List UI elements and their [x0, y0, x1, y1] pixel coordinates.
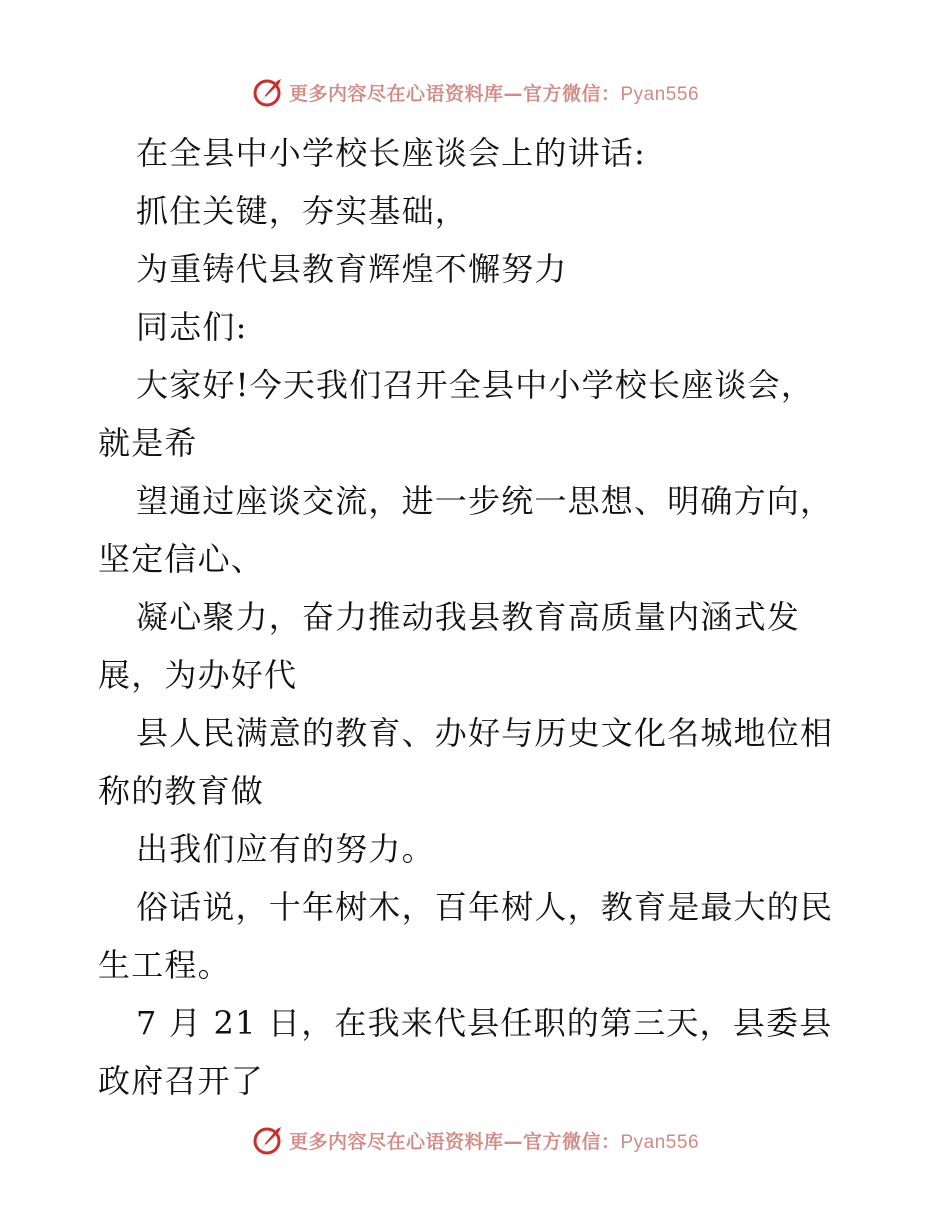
watermark-id: Pyan556: [620, 1131, 700, 1153]
watermark-footer: [0, 1120, 950, 1160]
watermark-text: 更多内容尽在心语资料库—官方微信：Pyan556: [288, 82, 700, 105]
text-line: 为重铸代县教育辉煌不懈努力: [136, 250, 568, 288]
watermark-id: Pyan556: [620, 83, 700, 105]
text-line: 县人民满意的教育、办好与历史文化名城地位相: [136, 714, 834, 752]
text-line: 同志们:: [136, 308, 248, 346]
text-line: 政府召开了: [98, 1062, 265, 1100]
document-body: [98, 124, 858, 1110]
text-line: 出我们应有的努力。: [136, 830, 435, 868]
watermark-text: 更多内容尽在心语资料库—官方微信：Pyan556: [288, 1130, 700, 1153]
text-line: 在全县中小学校长座谈会上的讲话:: [136, 134, 646, 172]
text-line: 就是希: [98, 424, 198, 462]
text-line: 坚定信心、: [98, 540, 265, 578]
text-line: 7 月 21 日，在我来代县任职的第三天，县委县: [136, 1004, 833, 1042]
text-line: 望通过座谈交流，进一步统一思想、明确方向，: [136, 482, 834, 520]
text-line: 抓住关键，夯实基础，: [136, 192, 469, 230]
quill-logo-icon: [251, 1123, 285, 1157]
text-line: 生工程。: [98, 946, 231, 984]
quill-logo-icon: [251, 75, 285, 109]
watermark-header: [0, 72, 950, 112]
text-line: 大家好!今天我们召开全县中小学校长座谈会，: [136, 366, 815, 404]
text-line: 凝心聚力，奋力推动我县教育高质量内涵式发: [136, 598, 801, 636]
text-line: 展，为办好代: [98, 656, 298, 694]
text-line: 称的教育做: [98, 772, 265, 810]
text-line: 俗话说，十年树木，百年树人，教育是最大的民: [136, 888, 834, 926]
